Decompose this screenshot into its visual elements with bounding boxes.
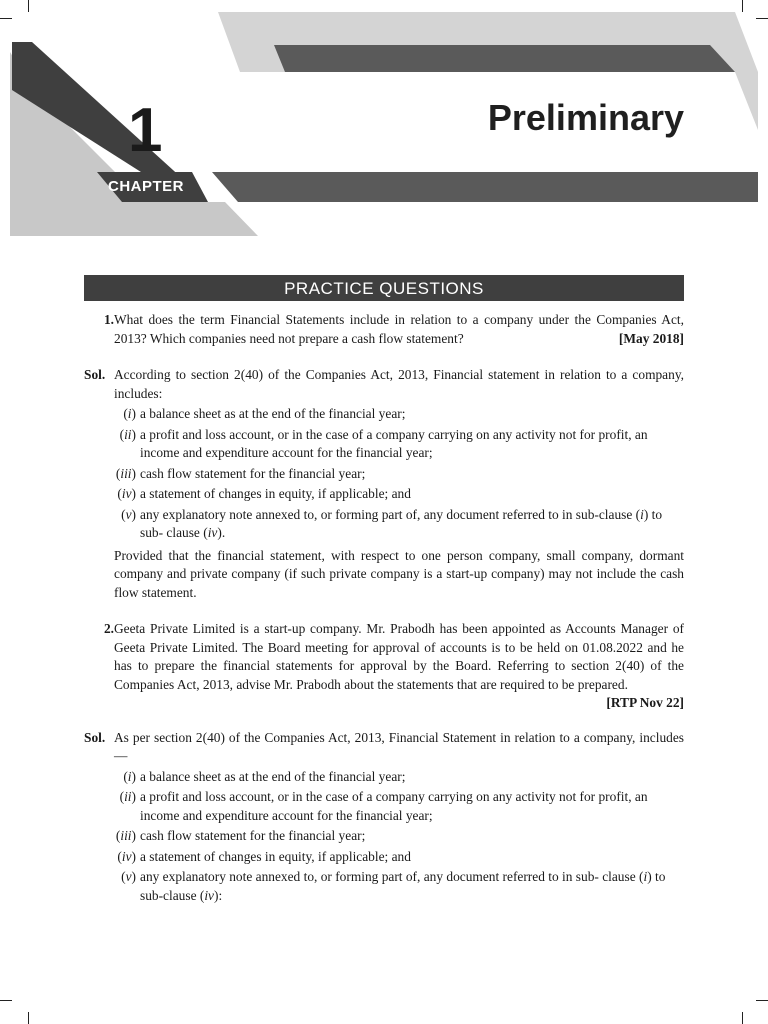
chapter-label: CHAPTER (108, 178, 185, 195)
item-text: cash flow statement for the financial year; (140, 465, 366, 481)
list-item: (i) a balance sheet as at the end of the financial year; (84, 768, 684, 787)
item-text: any explanatory note annexed to, or forming part of, any document referred to in sub-clause (i) to sub- clause (iv). (140, 506, 663, 540)
crop-mark (28, 1012, 29, 1024)
item-text: a profit and loss account, or in the case of a company carrying on any activity not for profit, an income and expenditure account for the financial year; (140, 426, 648, 460)
solution-intro: As per section 2(40) of the Companies Act, 2013, Financial Statement in relation to a company, includes— (114, 729, 684, 763)
item-text: a statement of changes in equity, if applicable; and (140, 486, 411, 501)
proviso-text: Provided that the financial statement, with respect to one person company, small company, dormant company and private company (if such private company is a start-up company) may not include the cash flow statement. (114, 547, 684, 600)
question-number: 2. (103, 621, 114, 636)
item-text: a balance sheet as at the end of the financial year; (140, 406, 406, 421)
item-text: a balance sheet as at the end of the financial year; (140, 768, 406, 784)
item-numeral: iii (120, 828, 132, 843)
list-item: (ii) a profit and loss account, or in the case of a company carrying on any activity not for profit, an income and expenditure account for the financial year; (84, 426, 684, 463)
question-1 (84, 311, 684, 348)
item-numeral: ii (124, 789, 132, 804)
question-text: Geeta Private Limited is a start-up company. Mr. Prabodh has been appointed as Accounts Manager of Geeta Private Limited. The Board meeting for approval of accounts is to be held on 01.08.2022 and he has to prepare the financial statements for approval by the Board. Referring to section 2(40) of the Companies Act, 2013, advise Mr. Prabodh about the statements that are required to be prepared. (114, 621, 684, 692)
chapter-number: 1 (128, 96, 163, 165)
section-banner: PRACTICE QUESTIONS (84, 275, 684, 301)
item-numeral: ii (124, 426, 132, 442)
exam-tag: [May 2018] (618, 330, 684, 346)
exam-tag: [RTP Nov 22] (606, 695, 684, 710)
solution-1-list (84, 405, 684, 543)
list-item: (iv) a statement of changes in equity, if applicable; and (84, 848, 684, 867)
item-text: a statement of changes in equity, if applicable; and (140, 848, 411, 864)
solution-intro: According to section 2(40) of the Companies Act, 2013, Financial statement in relation to a company, includes: (114, 367, 684, 401)
list-item: (iii) cash flow statement for the financial year; (84, 465, 684, 484)
solution-2-list (84, 768, 684, 906)
item-numeral: v (125, 506, 132, 522)
solution-1 (84, 366, 684, 403)
list-item: (ii) a profit and loss account, or in the case of a company carrying on any activity not for profit, an income and expenditure account for the financial year; (84, 788, 684, 825)
list-item: (v) any explanatory note annexed to, or forming part of, any document referred to in sub- clause (i) to sub-clause (iv): (84, 868, 684, 905)
question-2 (84, 620, 684, 713)
item-numeral: iv (121, 486, 132, 501)
solution-label: Sol. (84, 729, 106, 745)
page-content (84, 311, 684, 907)
item-numeral: i (127, 768, 132, 784)
crop-mark (756, 1000, 768, 1001)
solution-label: Sol. (84, 367, 106, 382)
list-item: (iii) cash flow statement for the financial year; (84, 827, 684, 846)
solution-2 (84, 729, 684, 766)
chapter-title: Preliminary (487, 97, 684, 138)
item-numeral: iii (120, 465, 132, 481)
list-item: (iv) a statement of changes in equity, if applicable; and (84, 485, 684, 504)
list-item: (v) any explanatory note annexed to, or forming part of, any document referred to in sub-clause (i) to sub- clause (iv). (84, 506, 684, 543)
list-item: (i) a balance sheet as at the end of the financial year; (84, 405, 684, 424)
item-numeral: iv (121, 848, 132, 864)
crop-mark (0, 1000, 12, 1001)
item-numeral: i (127, 406, 132, 421)
question-number: 1. (103, 312, 114, 327)
item-text: any explanatory note annexed to, or forming part of, any document referred to in sub- clause (i) to sub-clause (iv): (140, 869, 666, 903)
item-text: cash flow statement for the financial year; (140, 828, 366, 843)
crop-mark (742, 1012, 743, 1024)
item-text: a profit and loss account, or in the case of a company carrying on any activity not for profit, an income and expenditure account for the financial year; (140, 789, 648, 823)
item-numeral: v (125, 869, 132, 884)
question-text: What does the term Financial Statements include in relation to a company under the Companies Act, 2013? Which companies need not prepare a cash flow statement? (114, 312, 684, 346)
